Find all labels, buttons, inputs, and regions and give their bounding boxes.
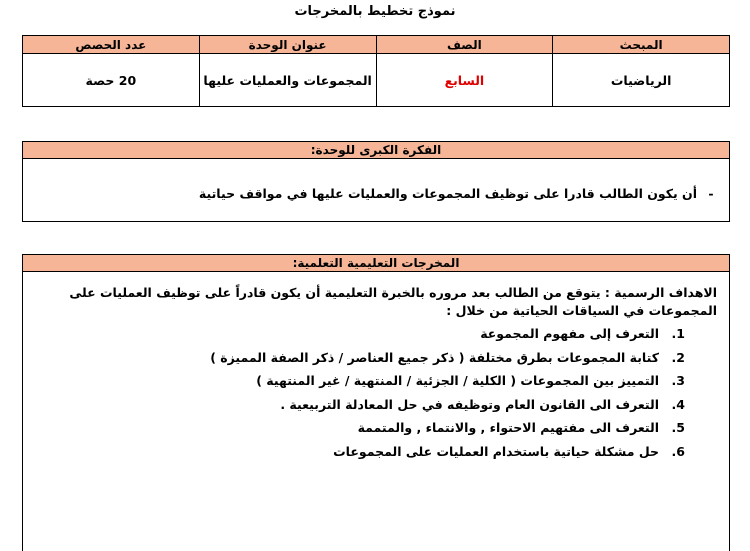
item-number: 3. xyxy=(671,373,685,388)
list-item xyxy=(23,416,685,440)
header-unit-title: عنوان الوحدة xyxy=(199,36,376,54)
outcomes-header: المخرجات التعليمية التعلمية: xyxy=(23,255,729,272)
item-number: 1. xyxy=(671,326,685,341)
outcomes-intro: الاهداف الرسمية : يتوقع من الطالب بعد مروره بالخبرة التعليمية أن يكون قادراً على توظيف العمليات على المجموعات في السياقات الحياتية من خلال : xyxy=(69,285,717,318)
item-number: 5. xyxy=(671,420,685,435)
value-lesson-count: 20 حصة xyxy=(23,54,200,107)
info-header-row xyxy=(23,36,730,54)
value-subject: الرياضيات xyxy=(553,54,730,107)
value-grade: السابع xyxy=(376,54,553,107)
value-unit-title: المجموعات والعمليات عليها xyxy=(199,54,376,107)
document-title: نموذج تخطيط بالمخرجات xyxy=(294,4,456,19)
outcomes-section xyxy=(22,254,730,551)
outcomes-list xyxy=(23,322,729,463)
big-idea-section xyxy=(22,141,730,222)
big-idea-text: أن يكون الطالب قادرا على توظيف المجموعات والعمليات عليها في مواقف حياتية xyxy=(198,186,697,201)
item-text: التعرف الى القانون العام وتوظيفه في حل المعادلة التربيعية . xyxy=(280,396,659,412)
item-text: التعرف إلى مفهوم المجموعة xyxy=(480,326,659,341)
header-subject: المبحث xyxy=(553,36,730,54)
header-lesson-count: عدد الحصص xyxy=(23,36,200,54)
item-number: 6. xyxy=(671,443,685,459)
item-text: كتابة المجموعات بطرق مختلفة ( ذكر جميع العناصر / ذكر الصفة المميزة ) xyxy=(210,349,659,365)
item-text: حل مشكلة حياتية باستخدام العمليات على المجموعات xyxy=(333,443,659,459)
list-item xyxy=(23,322,685,346)
list-item xyxy=(23,440,685,464)
info-value-row xyxy=(23,54,730,107)
item-number: 4. xyxy=(671,396,685,412)
item-text: التمييز بين المجموعات ( الكلية / الجزئية / المنتهية / غير المنتهية ) xyxy=(256,373,659,388)
item-text: التعرف الى مفتهيم الاحتواء , والانتماء , والمتممة xyxy=(357,420,659,435)
list-item xyxy=(23,346,685,370)
big-idea-body xyxy=(23,159,729,201)
info-table xyxy=(22,35,730,107)
list-item xyxy=(23,393,685,417)
header-grade: الصف xyxy=(376,36,553,54)
big-idea-header: الفكرة الكبرى للوحدة: xyxy=(23,142,729,159)
list-item xyxy=(23,369,685,393)
big-idea-bullet: - xyxy=(708,186,714,201)
item-number: 2. xyxy=(671,349,685,365)
